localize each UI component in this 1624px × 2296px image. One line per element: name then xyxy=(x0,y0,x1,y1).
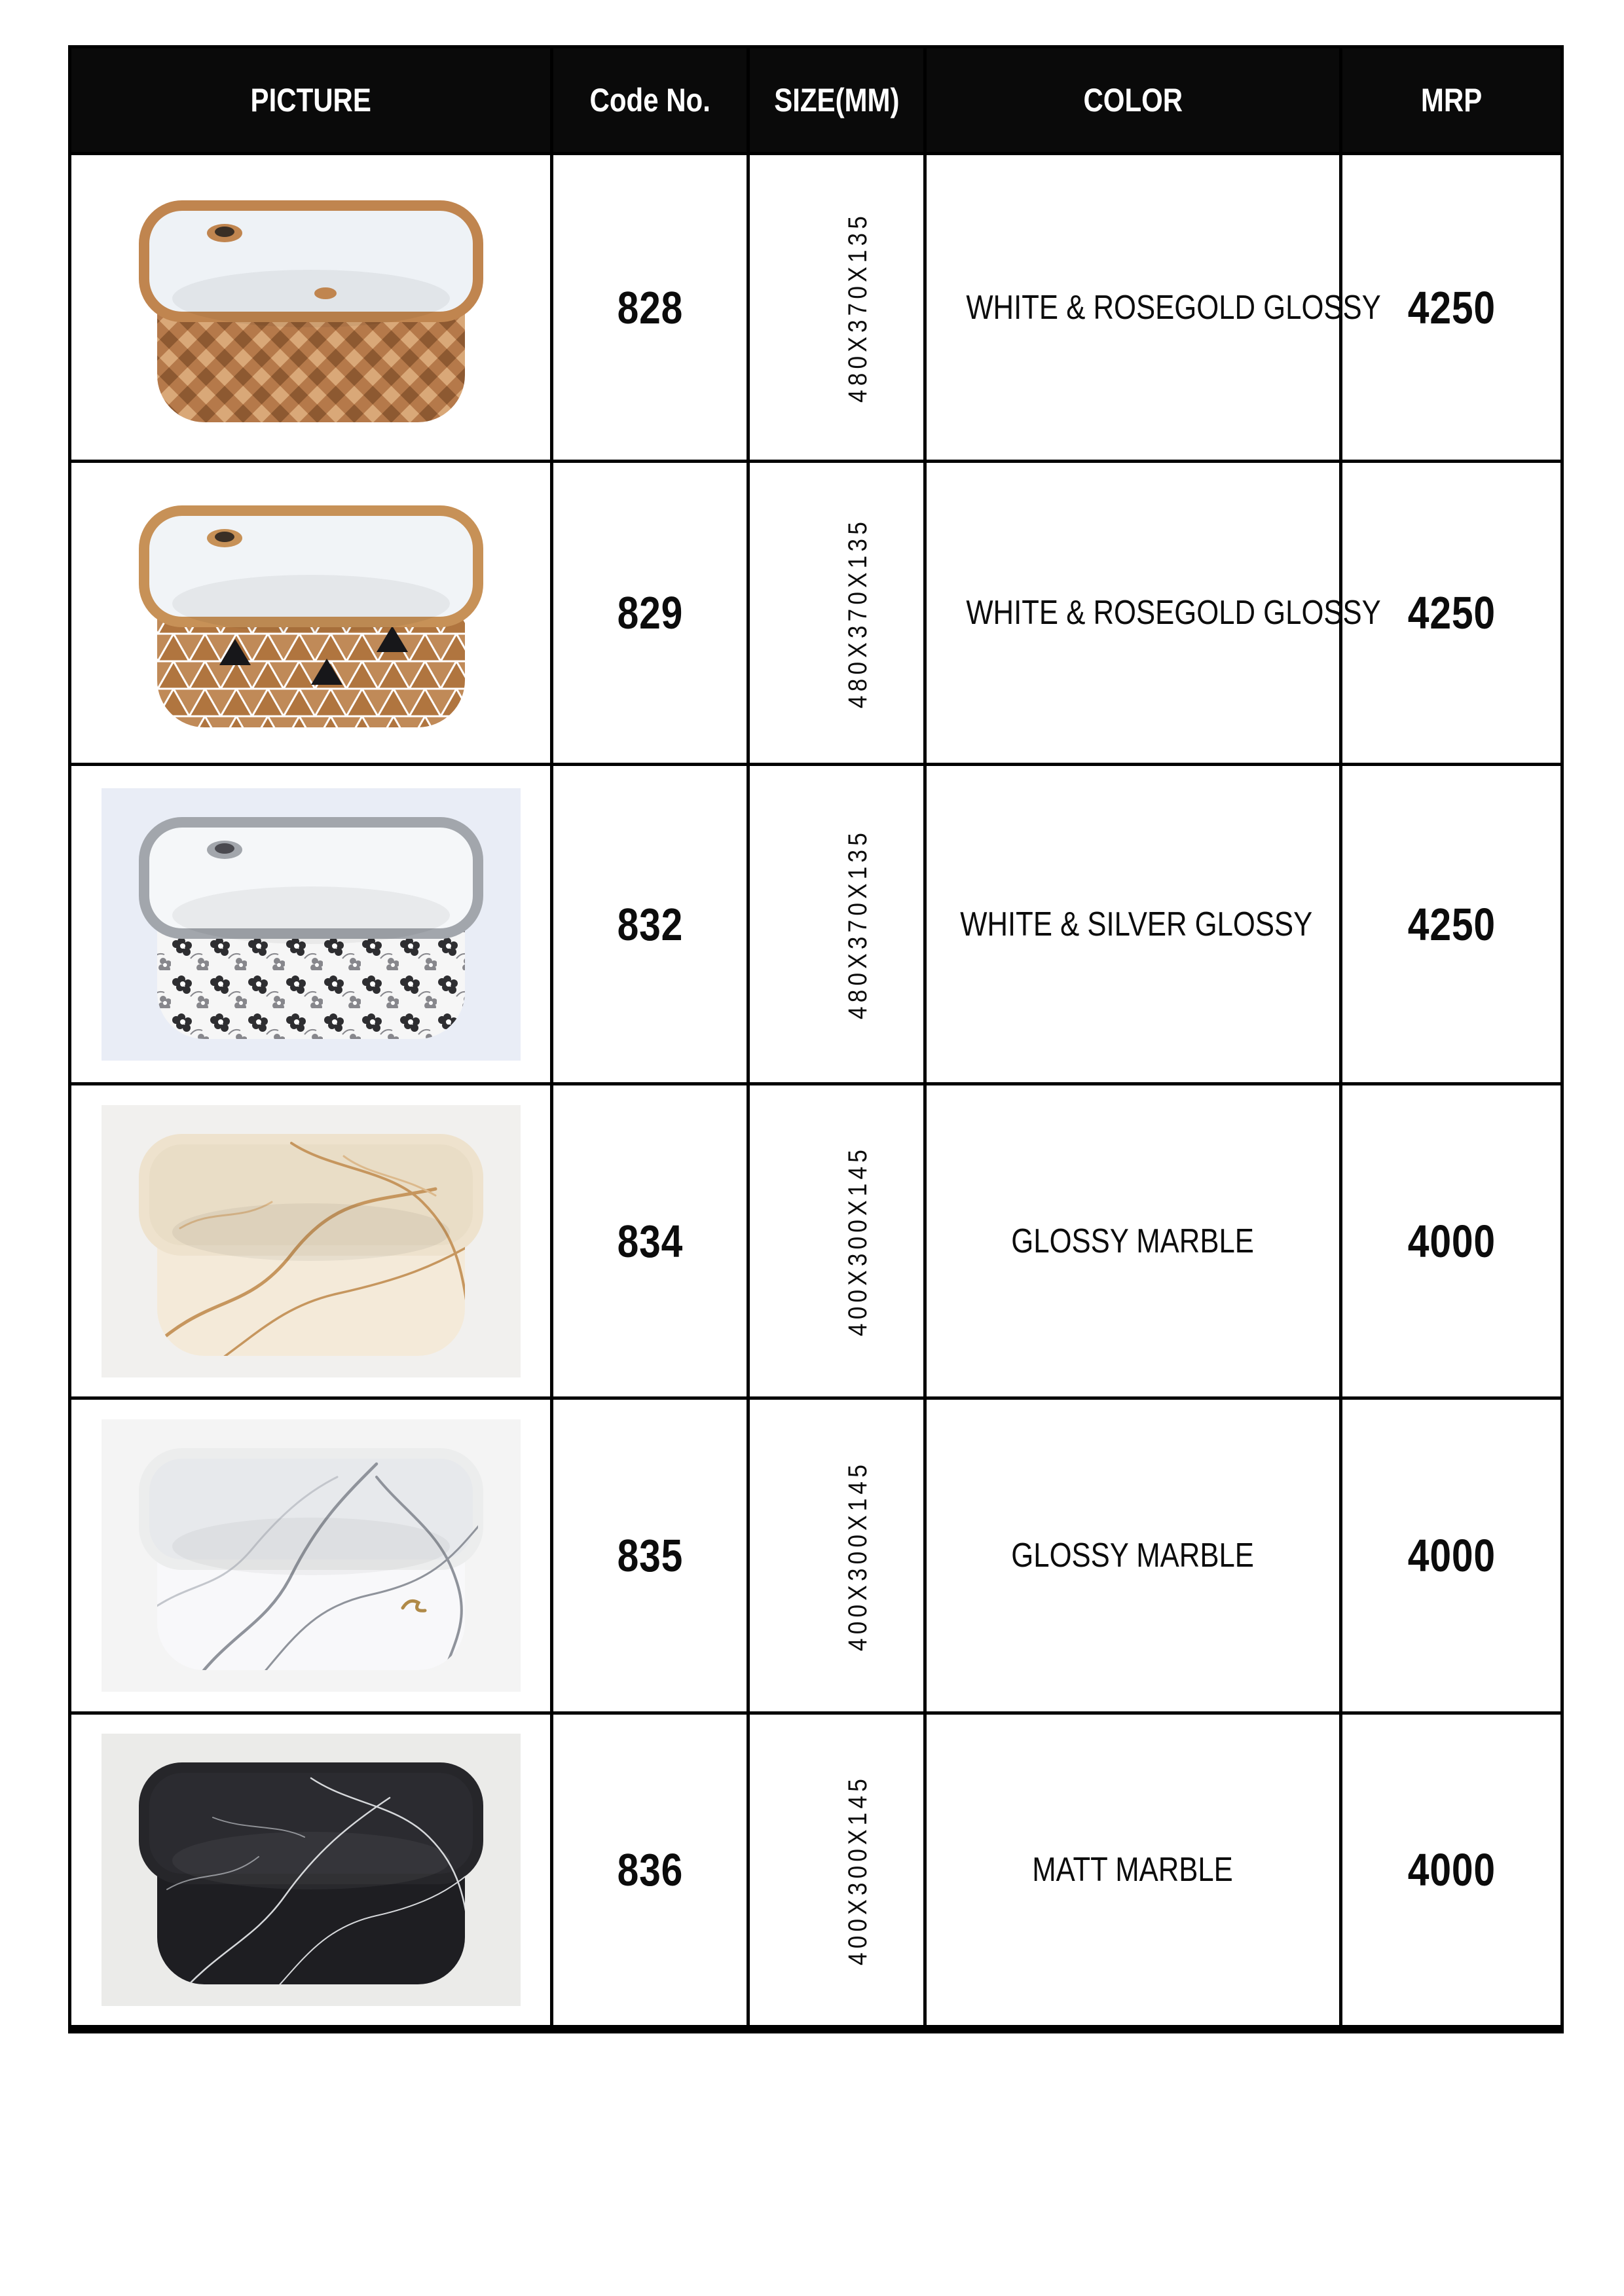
product-photo-basin xyxy=(95,164,527,452)
product-photo-basin xyxy=(95,469,527,757)
code-number: 834 xyxy=(617,1215,683,1267)
color-cell xyxy=(925,462,1381,765)
code-number: 828 xyxy=(617,282,683,333)
col-header-size: SIZE(MM) xyxy=(748,47,925,154)
code-number: 836 xyxy=(617,1844,683,1895)
color-cell xyxy=(925,1713,1341,2030)
code-cell xyxy=(552,1713,748,2030)
code-cell xyxy=(552,154,748,462)
mrp-cell xyxy=(1341,1084,1562,1398)
color-value: GLOSSY MARBLE xyxy=(1011,1222,1255,1260)
size-value: 400X300X145 xyxy=(843,1146,872,1336)
code-cell xyxy=(552,1084,748,1398)
faucet-hole xyxy=(215,843,234,854)
product-photo-basin xyxy=(95,1412,527,1700)
product-photo-basin xyxy=(95,1097,527,1385)
color-value: WHITE & ROSEGOLD GLOSSY xyxy=(966,288,1381,327)
table-row xyxy=(70,1713,1562,2030)
bowl-shading xyxy=(172,886,450,944)
color-value: WHITE & SILVER GLOSSY xyxy=(960,905,1313,943)
size-value: 400X300X145 xyxy=(843,1774,872,1965)
bowl-shading xyxy=(172,1203,450,1261)
color-value: GLOSSY MARBLE xyxy=(1011,1537,1255,1575)
code-cell xyxy=(552,462,748,765)
color-cell xyxy=(925,154,1381,462)
picture-cell xyxy=(70,462,552,765)
mrp-value: 4000 xyxy=(1407,1844,1496,1895)
size-value: 480X370X135 xyxy=(843,517,872,708)
col-header-mrp: MRP xyxy=(1341,47,1562,154)
col-header-picture: PICTURE xyxy=(70,47,552,154)
table-row xyxy=(70,1084,1562,1398)
table-row xyxy=(70,1398,1562,1713)
mrp-value: 4000 xyxy=(1407,1215,1496,1267)
mrp-cell xyxy=(1341,1398,1562,1713)
code-number: 832 xyxy=(617,898,683,950)
bowl-shading xyxy=(172,575,450,632)
bowl-shading xyxy=(172,1518,450,1575)
size-value: 480X370X135 xyxy=(843,212,872,403)
picture-cell xyxy=(70,154,552,462)
picture-cell xyxy=(70,765,552,1084)
table-row xyxy=(70,154,1562,462)
color-value: MATT MARBLE xyxy=(1032,1851,1234,1889)
size-value: 480X370X135 xyxy=(843,829,872,1019)
code-number: 829 xyxy=(617,587,683,638)
mrp-value: 4250 xyxy=(1407,898,1496,950)
size-cell xyxy=(748,1713,925,2030)
price-table xyxy=(68,45,1564,2033)
size-cell xyxy=(748,765,925,1084)
color-cell xyxy=(925,1084,1341,1398)
size-cell xyxy=(748,154,925,462)
picture-cell xyxy=(70,1713,552,2030)
bowl-shading xyxy=(172,1832,450,1889)
bowl-shading xyxy=(172,270,450,327)
code-cell xyxy=(552,1398,748,1713)
mrp-cell xyxy=(1341,1713,1562,2030)
color-cell xyxy=(925,1398,1341,1713)
mrp-value: 4250 xyxy=(1407,587,1496,638)
faucet-hole xyxy=(215,227,234,237)
size-cell xyxy=(748,462,925,765)
table-row xyxy=(70,765,1562,1084)
col-header-code: Code No. xyxy=(552,47,748,154)
picture-cell xyxy=(70,1084,552,1398)
mrp-cell xyxy=(1341,765,1562,1084)
mrp-value: 4250 xyxy=(1407,282,1496,333)
product-photo-basin xyxy=(95,1726,527,2014)
table-row xyxy=(70,462,1562,765)
size-value: 400X300X145 xyxy=(843,1460,872,1651)
col-header-color: COLOR xyxy=(925,47,1341,154)
product-photo-basin xyxy=(95,780,527,1068)
size-cell xyxy=(748,1084,925,1398)
header-row xyxy=(70,47,1562,154)
code-cell xyxy=(552,765,748,1084)
picture-cell xyxy=(70,1398,552,1713)
drain xyxy=(314,287,337,299)
mrp-value: 4000 xyxy=(1407,1530,1496,1581)
faucet-hole xyxy=(215,532,234,542)
size-cell xyxy=(748,1398,925,1713)
color-value: WHITE & ROSEGOLD GLOSSY xyxy=(966,594,1381,632)
code-number: 835 xyxy=(617,1530,683,1581)
color-cell xyxy=(925,765,1341,1084)
